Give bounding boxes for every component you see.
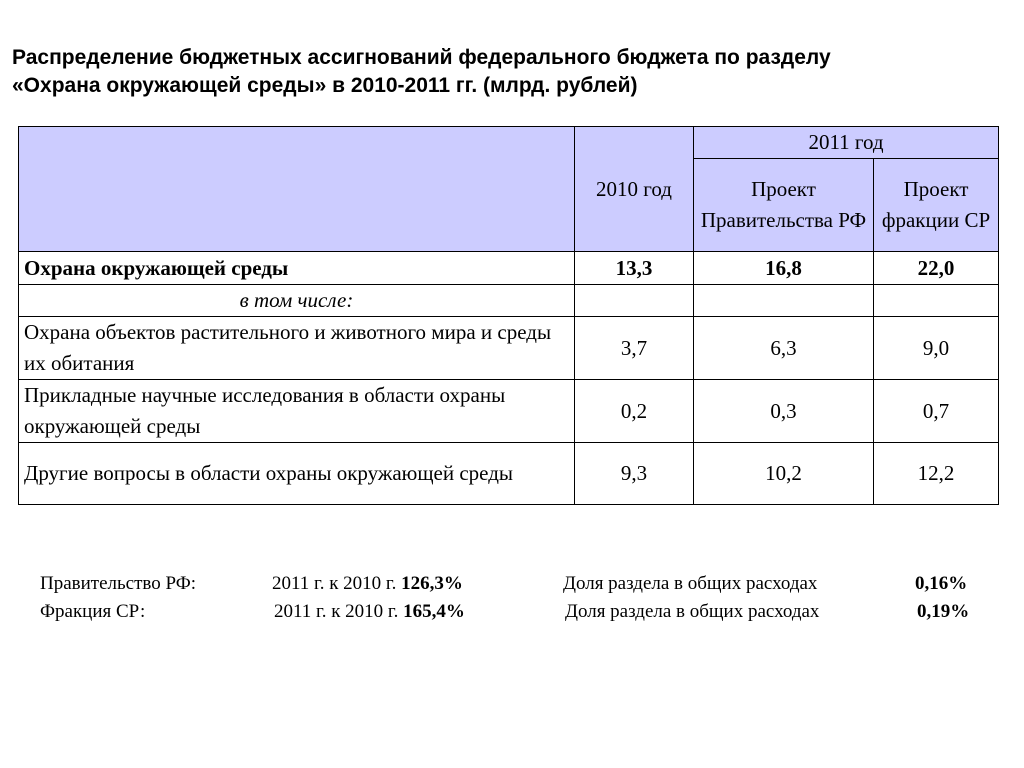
note-share: Доля раздела в общих расходах <box>565 601 820 622</box>
note-cmp-text: 2011 г. к 2010 г. <box>274 601 399 622</box>
note-sr <box>40 598 1000 626</box>
note-share-value: 0,19% <box>917 601 970 622</box>
note-who: Правительство РФ: <box>40 573 197 594</box>
cell-gov: 6,3 <box>694 317 874 380</box>
cell-gov: 0,3 <box>694 380 874 443</box>
cell-sr: 12,2 <box>874 443 999 505</box>
cell-2010: 9,3 <box>575 443 694 505</box>
note-cmp-value: 126,3% <box>401 573 463 594</box>
page-title <box>12 44 1012 100</box>
table-row <box>19 380 999 443</box>
cell-2010: 0,2 <box>575 380 694 443</box>
cell-gov: 16,8 <box>694 252 874 285</box>
row-label: Прикладные научные исследования в области охраны окружающей среды <box>19 380 575 443</box>
summary-notes <box>40 570 1000 626</box>
note-cmp-text: 2011 г. к 2010 г. <box>272 573 397 594</box>
cell-2010: 13,3 <box>575 252 694 285</box>
table-row <box>19 317 999 380</box>
note-cmp-value: 165,4% <box>403 601 465 622</box>
cell-2010: 3,7 <box>575 317 694 380</box>
note-gov <box>40 570 1000 598</box>
cell-sr: 22,0 <box>874 252 999 285</box>
cell-sr: 0,7 <box>874 380 999 443</box>
table-row <box>19 252 999 285</box>
cell-gov: 10,2 <box>694 443 874 505</box>
row-label: в том числе: <box>19 285 575 317</box>
table-row <box>19 285 999 317</box>
note-share-value: 0,16% <box>915 573 968 594</box>
table-header-row <box>19 127 999 159</box>
note-comparison <box>272 570 463 598</box>
row-label: Охрана объектов растительного и животного мира и среды их обитания <box>19 317 575 380</box>
header-gov-project: Проект Правительства РФ <box>694 159 874 252</box>
header-empty-cell <box>19 127 575 252</box>
header-2010: 2010 год <box>575 127 694 252</box>
budget-table <box>18 126 999 505</box>
title-line-1: Распределение бюджетных ассигнований федерального бюджета по разделу <box>12 46 831 69</box>
note-share: Доля раздела в общих расходах <box>563 573 818 594</box>
cell-gov <box>694 285 874 317</box>
cell-sr: 9,0 <box>874 317 999 380</box>
table-row <box>19 443 999 505</box>
row-label: Другие вопросы в области охраны окружающей среды <box>19 443 575 505</box>
note-who: Фракция СР: <box>40 601 146 622</box>
cell-2010 <box>575 285 694 317</box>
title-line-2: «Охрана окружающей среды» в 2010-2011 гг. (млрд. рублей) <box>12 74 638 97</box>
header-sr-project: Проект фракции СР <box>874 159 999 252</box>
note-comparison <box>274 598 465 626</box>
cell-sr <box>874 285 999 317</box>
row-label: Охрана окружающей среды <box>19 252 575 285</box>
header-2011: 2011 год <box>694 127 999 159</box>
